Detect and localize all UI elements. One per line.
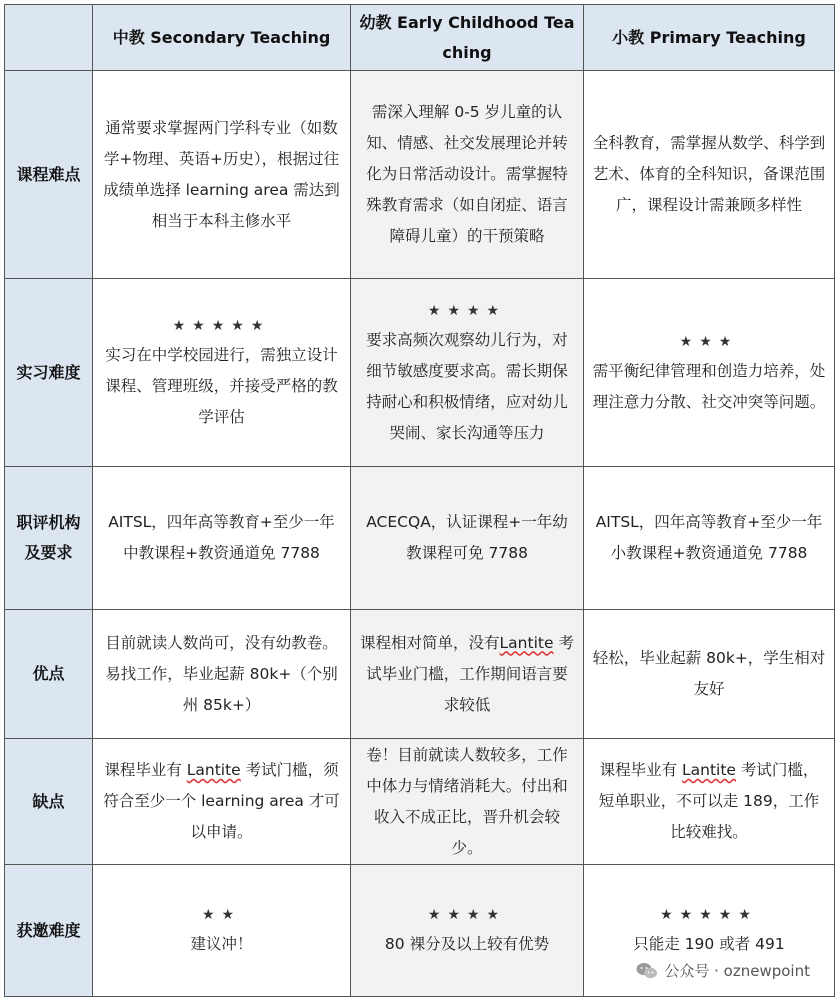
cell-text: 80 裸分及以上较有优势 bbox=[384, 935, 550, 953]
cell-text: 考试门槛，须符合至少一个 learning area 才可以申请。 bbox=[103, 761, 340, 841]
cell-secondary bbox=[93, 279, 351, 467]
row-label: 获邀难度 bbox=[5, 865, 93, 997]
cell-secondary: AITSL，四年高等教育+至少一年中教课程+教资通道免 7788 bbox=[93, 467, 351, 610]
row-assessment-body bbox=[5, 467, 835, 610]
row-practicum-difficulty bbox=[5, 279, 835, 467]
cell-text: 课程相对简单，没有 bbox=[360, 633, 500, 652]
wechat-icon bbox=[636, 962, 658, 980]
cell-text: 考试门槛，短单职业，不可以走 189，工作比较难找。 bbox=[598, 761, 820, 841]
cell-primary bbox=[584, 279, 835, 467]
lantite-term: Lantite bbox=[682, 761, 736, 779]
header-corner bbox=[5, 5, 93, 71]
cell-text: 要求高频次观察幼儿行为，对细节敏感度要求高。需长期保持耐心和积极情绪，应对幼儿哭闹、家长沟通等压力 bbox=[366, 330, 568, 442]
header-early-childhood: 幼教 Early Childhood Teaching bbox=[351, 5, 584, 71]
cell-early-childhood bbox=[351, 865, 584, 997]
cell-primary: 轻松，毕业起薪 80k+，学生相对友好 bbox=[584, 610, 835, 739]
cell-text: 课程毕业有 bbox=[599, 761, 683, 779]
rating-stars: ★★ bbox=[201, 907, 242, 923]
row-course-difficulty bbox=[5, 71, 835, 279]
cell-text: 实习在中学校园进行，需独立设计课程、管理班级，并接受严格的教学评估 bbox=[105, 346, 338, 426]
lantite-term: Lantite bbox=[499, 633, 554, 652]
cell-secondary: 通常要求掌握两门学科专业（如数学+物理、英语+历史），根据过往成绩单选择 learning area 需达到相当于本科主修水平 bbox=[93, 71, 351, 279]
row-cons bbox=[5, 739, 835, 865]
cell-secondary: 目前就读人数尚可，没有幼教卷。易找工作，毕业起薪 80k+（个别州 85k+） bbox=[93, 610, 351, 739]
cell-early-childhood bbox=[351, 279, 584, 467]
rating-stars: ★★★★★ bbox=[172, 318, 271, 334]
rating-stars: ★★★ bbox=[679, 333, 739, 350]
cell-early-childhood bbox=[351, 610, 584, 739]
rating-stars: ★★★★ bbox=[427, 302, 507, 319]
cell-text: 建议冲！ bbox=[190, 935, 253, 953]
watermark-text: 公众号 · oznewpoint bbox=[664, 962, 810, 980]
cell-text: 需平衡纪律管理和创造力培养，处理注意力分散、社交冲突等问题。 bbox=[592, 361, 826, 411]
cell-primary: AITSL，四年高等教育+至少一年小教课程+教资通道免 7788 bbox=[584, 467, 835, 610]
cell-primary bbox=[584, 739, 835, 865]
row-label: 优点 bbox=[5, 610, 93, 739]
header-row bbox=[5, 5, 835, 71]
cell-text: 只能走 190 或者 491 bbox=[633, 935, 785, 953]
rating-stars: ★★★★★ bbox=[660, 907, 758, 923]
cell-early-childhood: ACECQA，认证课程+一年幼教课程可免 7788 bbox=[351, 467, 584, 610]
cell-text: 考试毕业门槛，工作期间语言要求较低 bbox=[366, 633, 574, 714]
row-label: 缺点 bbox=[5, 739, 93, 865]
row-pros bbox=[5, 610, 835, 739]
comparison-table bbox=[4, 4, 835, 997]
row-label: 实习难度 bbox=[5, 279, 93, 467]
lantite-term: Lantite bbox=[186, 761, 241, 779]
row-label: 职评机构及要求 bbox=[5, 467, 93, 610]
cell-primary: 全科教育，需掌握从数学、科学到艺术、体育的全科知识，备课范围广，课程设计需兼顾多样性 bbox=[584, 71, 835, 279]
row-label: 课程难点 bbox=[5, 71, 93, 279]
cell-early-childhood: 卷！目前就读人数较多，工作中体力与情绪消耗大。付出和收入不成正比，晋升机会较少。 bbox=[351, 739, 584, 865]
cell-secondary bbox=[93, 865, 351, 997]
cell-text: 课程毕业有 bbox=[104, 761, 187, 779]
watermark bbox=[630, 958, 816, 983]
rating-stars: ★★★★ bbox=[427, 907, 507, 923]
cell-early-childhood: 需深入理解 0-5 岁儿童的认知、情感、社交发展理论并转化为日常活动设计。需掌握特殊教育需求（如自闭症、语言障碍儿童）的干预策略 bbox=[351, 71, 584, 279]
cell-secondary bbox=[93, 739, 351, 865]
header-primary: 小教 Primary Teaching bbox=[584, 5, 835, 71]
header-secondary: 中教 Secondary Teaching bbox=[93, 5, 351, 71]
